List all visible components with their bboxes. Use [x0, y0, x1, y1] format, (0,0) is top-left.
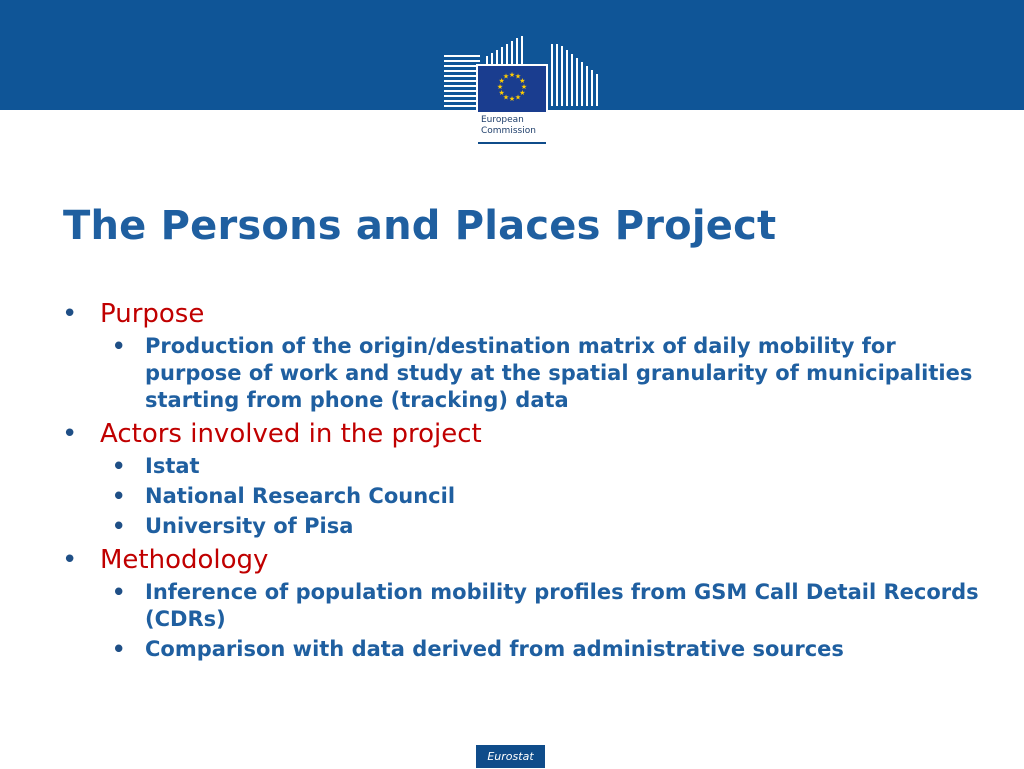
list-item: [62, 453, 982, 480]
purpose-list: [62, 333, 982, 414]
bullet-icon: •: [112, 580, 126, 604]
svg-text:★: ★: [519, 77, 526, 85]
section-heading-actors: [62, 418, 982, 450]
list-item: [62, 579, 982, 633]
list-item-text: Inference of population mobility profiles from GSM Call Detail Records (CDRs): [145, 580, 979, 631]
bullet-icon: •: [62, 419, 78, 449]
logo-text: [481, 115, 536, 137]
svg-text:★: ★: [508, 71, 516, 79]
svg-text:★: ★: [502, 93, 510, 102]
bullet-icon: •: [112, 334, 126, 358]
bullet-icon: •: [62, 545, 78, 575]
section-heading-text: Actors involved in the project: [100, 419, 482, 449]
list-item: [62, 483, 982, 510]
bullet-icon: •: [62, 299, 78, 329]
svg-text:★: ★: [514, 72, 522, 81]
section-heading-purpose: [62, 298, 982, 330]
logo-text-line2: Commission: [481, 126, 536, 136]
bullet-icon: •: [112, 637, 126, 661]
list-item-text: Production of the origin/destination matrix of daily mobility for purpose of work and study at the spatial granularity of municipalities starting from phone (tracking) data: [145, 334, 973, 412]
svg-text:★: ★: [496, 83, 504, 91]
list-item-text: Comparison with data derived from administrative sources: [145, 637, 844, 661]
slide-title: The Persons and Places Project: [63, 203, 777, 249]
methodology-list: [62, 579, 982, 663]
svg-text:★: ★: [498, 89, 505, 97]
list-item-text: National Research Council: [145, 484, 456, 508]
list-item-text: University of Pisa: [145, 514, 354, 538]
section-heading-text: Purpose: [100, 299, 205, 329]
section-heading-methodology: [62, 544, 982, 576]
bullet-icon: •: [112, 454, 126, 478]
list-item-text: Istat: [145, 454, 200, 478]
section-heading-text: Methodology: [100, 545, 269, 575]
list-item: [62, 333, 982, 414]
actors-list: [62, 453, 982, 540]
bullet-icon: •: [112, 514, 126, 538]
logo-text-line1: European: [481, 115, 524, 125]
bullet-icon: •: [112, 484, 126, 508]
svg-text:★: ★: [498, 77, 505, 85]
svg-text:★: ★: [514, 93, 522, 102]
svg-text:★: ★: [519, 89, 526, 97]
svg-text:★: ★: [508, 95, 516, 103]
list-item: [62, 636, 982, 663]
slide-content: [62, 294, 982, 666]
svg-text:★: ★: [520, 83, 528, 91]
svg-text:★: ★: [502, 72, 510, 81]
eurostat-badge: Eurostat: [476, 745, 545, 768]
list-item: [62, 513, 982, 540]
